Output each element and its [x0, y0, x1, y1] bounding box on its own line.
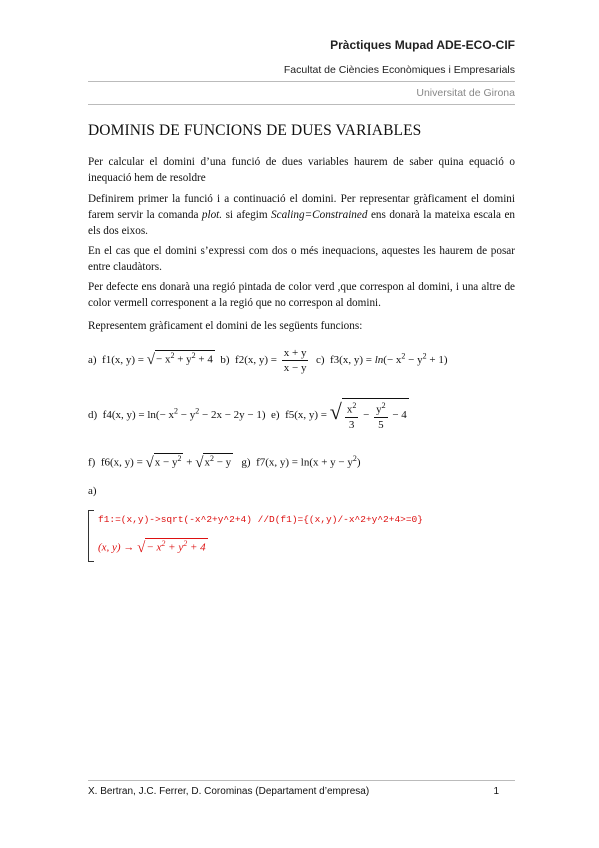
header-title: Pràctiques Mupad ADE-ECO-CIF: [330, 38, 515, 52]
paragraph-inequations: En el cas que el domini s’expressi com dos o més inequacions, aquestes les haurem de posar entre claudàtors.: [88, 245, 515, 273]
scaling-option: Scaling=Constrained: [271, 209, 368, 221]
paragraph-colors: Per defecte ens donarà una regió pintada de color verd ,que correspon al domini, i una altre de color vermell corresponent a la regió que no correspon al domini.: [88, 281, 515, 309]
page-title: DOMINIS DE FUNCIONS DE DUES VARIABLES: [88, 122, 422, 139]
code-cell-bracket: [88, 510, 94, 562]
formula-line-1: a) f1(x, y) = √− $x^2 + y^2 + 4$ b) f2(x, y) = $\frac{x + y}{x - y}$ c) f3(x, $y) = \ln(- x^2 - y^2 + 1)$: [88, 347, 448, 374]
footer-authors: X. Bertran, J.C. Ferrer, D. Corominas (Departament d’empresa): [88, 786, 370, 797]
footer-divider: [88, 780, 515, 781]
header-divider-2: [88, 104, 515, 105]
paragraph-intro: Per calcular el domini d’una funció de dues variables haurem de saber quina equació o inequació hem de resoldre: [88, 156, 515, 184]
section-a-label: a): [88, 485, 97, 497]
paragraph-plot-text-3: ens donarà la mateixa escala en els dos eixos.: [88, 209, 515, 237]
header-divider: [88, 81, 515, 82]
paragraph-list-intro: Representem gràficament el domini de les següents funcions:: [88, 320, 363, 332]
code-input[interactable]: f1:=(x,y)->sqrt(-x^2+y^2+4) //D(f1)={(x,y)/-x^2+y^2+4>=0}: [98, 514, 423, 525]
header-faculty: Facultat de Ciències Econòmiques i Empresarials: [283, 64, 515, 76]
paragraph-plot-text-2: si afegim: [225, 209, 268, 221]
paragraph-plot-text-1: Definirem primer la funció i a continuació el domini. Per representar gràficament el domini farem servir la comanda: [88, 193, 515, 221]
formula-line-2: d) f4(x, $y) = \ln(- x^2 - y^2 - 2x - 2y - 1)$ e) f5(x, y) = √ $\frac{x^2}{3}$ − $\frac{y^2}{5}$ − 4: [88, 399, 407, 431]
code-output: (x, y) → √− $x^2 + y^2 + 4$: [98, 539, 206, 556]
footer: [88, 786, 499, 797]
paragraph-plot: [88, 191, 515, 239]
header-university: Universitat de Girona: [416, 87, 515, 99]
page-number: 1: [493, 786, 499, 797]
plot-command: plot.: [201, 209, 223, 221]
formula-line-3: f) f6(x, $y) = √x - y^2 + √x^2 - y$ g) f7(x, $y) = \ln(x + y - y^2)$: [88, 454, 361, 471]
